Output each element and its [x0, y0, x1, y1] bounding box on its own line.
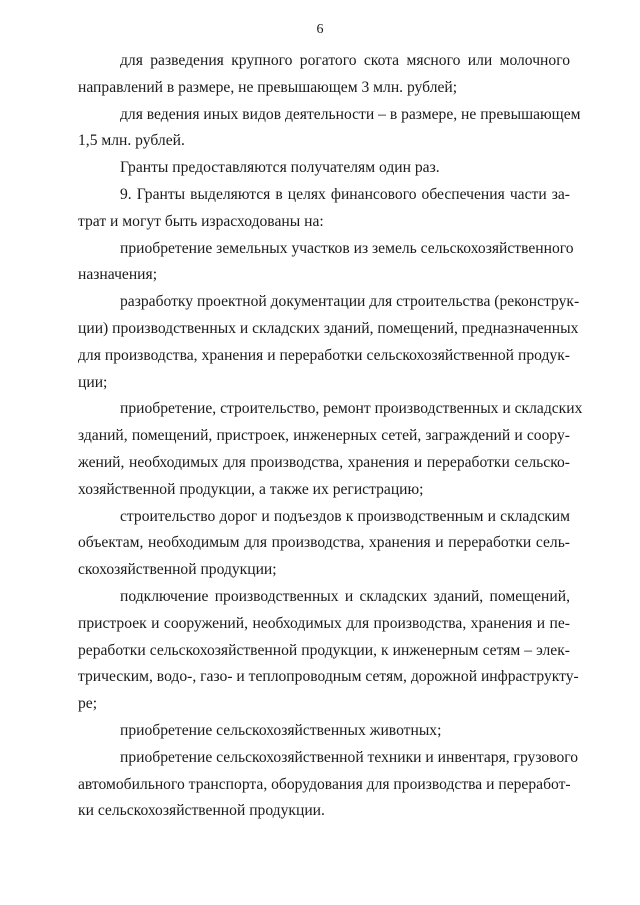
paragraph — [78, 102, 581, 156]
text-line: строительство дорог и подъездов к производственным и складским — [120, 507, 570, 525]
text-line: для ведения иных видов деятельности – в размере, не превышающем — [120, 105, 581, 123]
text-line: хозяйственной продукции, а также их регистрацию; — [78, 480, 424, 498]
text-line: пристроек и сооружений, необходимых для производства, хранения и пе- — [78, 614, 570, 632]
paragraph — [78, 289, 580, 396]
text-line: 1,5 млн. рублей. — [78, 132, 185, 150]
paragraph — [78, 584, 579, 718]
text-line: подключение производственных и складских зданий, помещений, — [120, 587, 570, 605]
text-line: приобретение земельных участков из земель сельскохозяйственного — [120, 239, 574, 257]
text-line: реработки сельскохозяйственной продукции, к инженерным сетям – элек- — [78, 641, 570, 659]
text-line: для производства, хранения и переработки сельскохозяйственной продук- — [78, 346, 570, 364]
text-line: Гранты предоставляются получателям один раз. — [120, 159, 440, 177]
text-line: ции) производственных и складских зданий, помещений, предназначенных — [78, 319, 579, 337]
text-line: для разведения крупного рогатого скота мясного или молочного — [120, 52, 570, 69]
text-line: направлений в размере, не превышающем 3 млн. рублей; — [78, 78, 458, 96]
paragraph — [78, 236, 574, 290]
text-line: зданий, помещений, пристроек, инженерных сетей, заграждений и соору- — [78, 427, 570, 445]
paragraph — [78, 718, 570, 745]
text-line: приобретение сельскохозяйственных животных; — [120, 721, 442, 739]
paragraph — [78, 745, 579, 825]
text-line: трат и могут быть израсходованы на: — [78, 212, 324, 230]
paragraph — [78, 155, 570, 182]
page-number: 6 — [316, 22, 324, 37]
text-line: 9. Гранты выделяются в целях финансового обеспечения части за- — [120, 185, 570, 203]
text-line: приобретение, строительство, ремонт производственных и складских — [120, 400, 583, 418]
text-line: автомобильного транспорта, оборудования для производства и переработ- — [78, 775, 571, 793]
text-line: ки сельскохозяйственной продукции. — [78, 802, 325, 820]
text-line: трическим, водо-, газо- и теплопроводным сетям, дорожной инфраструкту- — [78, 668, 579, 686]
paragraph — [78, 504, 570, 584]
document-body — [78, 48, 583, 825]
text-line: назначения; — [78, 266, 158, 284]
text-line: скохозяйственной продукции; — [78, 561, 277, 579]
paragraph — [78, 182, 570, 236]
text-line: жений, необходимых для производства, хранения и переработки сельско- — [78, 453, 570, 471]
paragraph — [78, 396, 583, 503]
text-line: ре; — [78, 695, 98, 713]
paragraph — [78, 48, 570, 102]
text-line: разработку проектной документации для строительства (реконструк- — [120, 293, 580, 311]
text-line: ции; — [78, 373, 108, 391]
text-line: объектам, необходимым для производства, хранения и переработки сель- — [78, 534, 570, 552]
text-line: приобретение сельскохозяйственной техники и инвентаря, грузового — [120, 748, 579, 766]
